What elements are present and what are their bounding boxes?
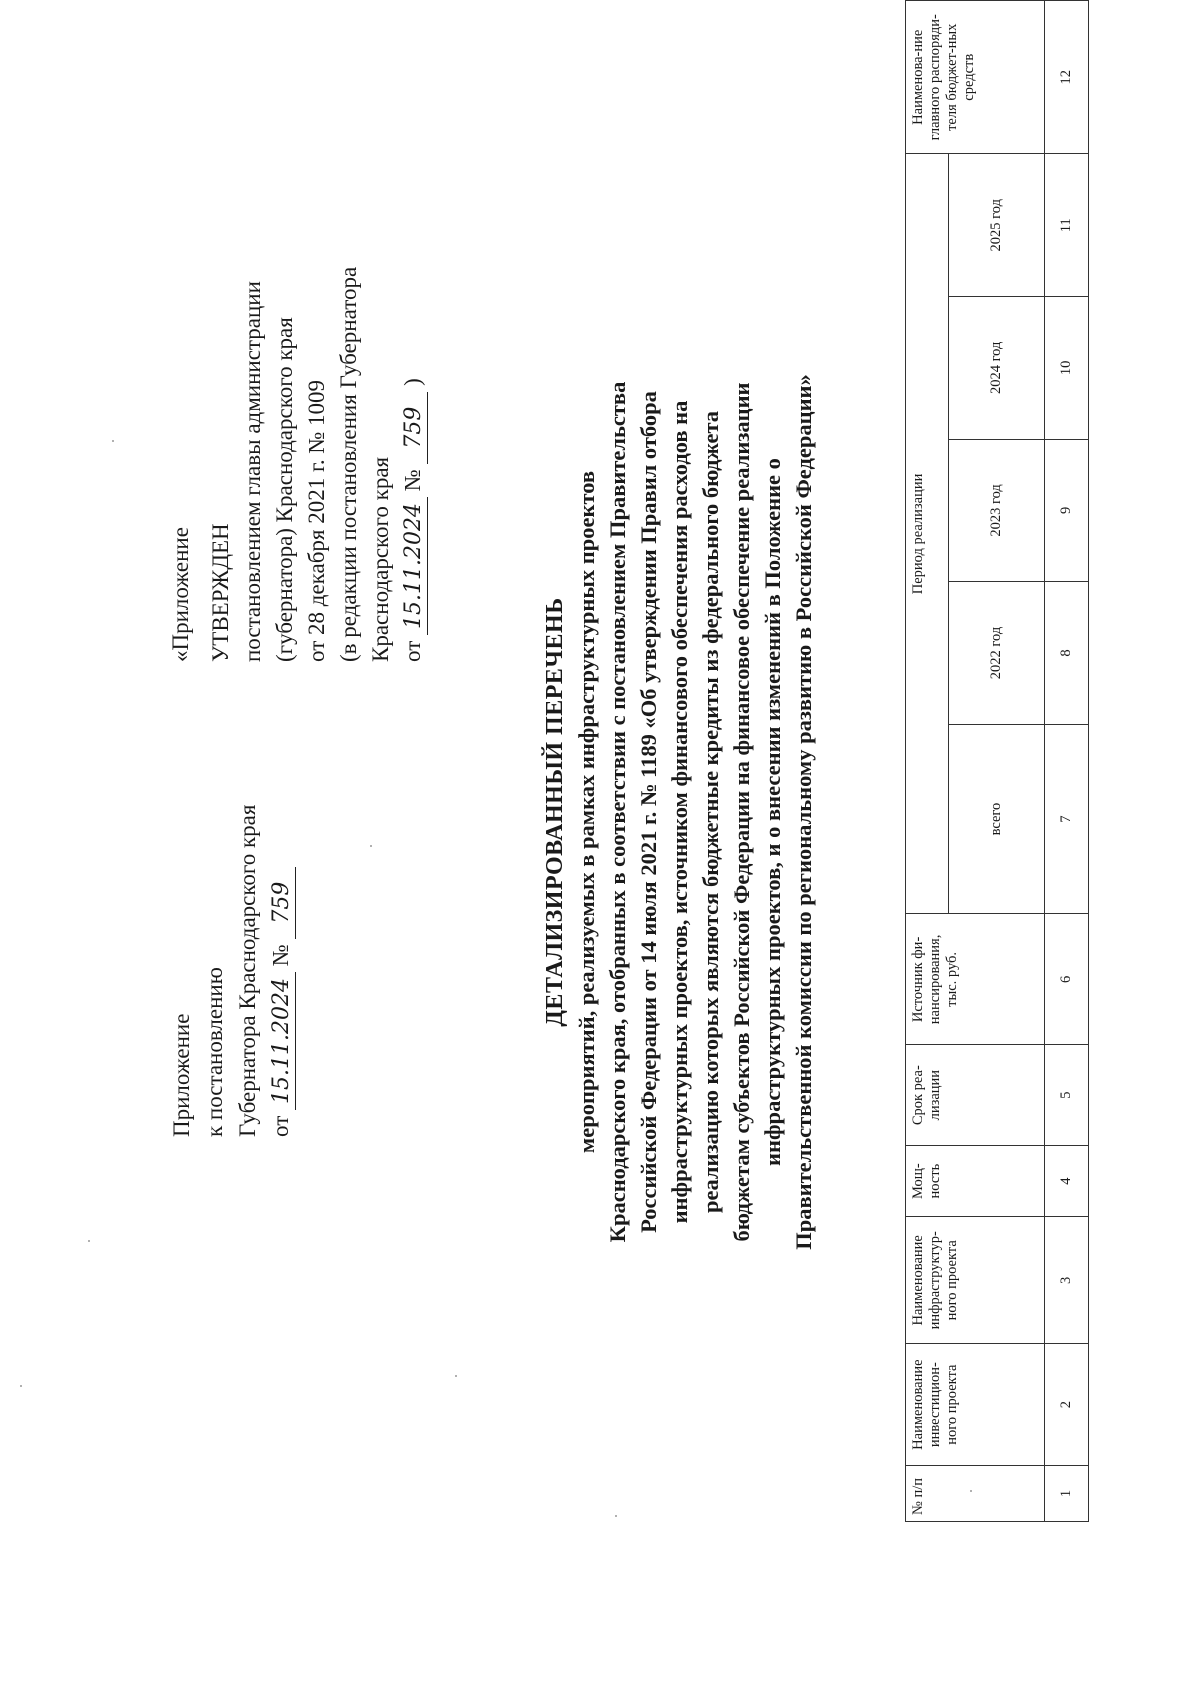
handwritten-number: 759 xyxy=(269,867,296,939)
right-header-line: Краснодарского края xyxy=(368,456,393,662)
title-line: Краснодарского края, отобранных в соответствии с постановлением Правительства xyxy=(605,381,630,1243)
approved-label: УТВЕРЖДЕН xyxy=(208,523,233,662)
header-cell-year: 2025 год xyxy=(948,154,1044,297)
column-number-cell: 9 xyxy=(1045,439,1089,582)
column-number-cell: 3 xyxy=(1045,1217,1089,1344)
header-cell-year: 2024 год xyxy=(948,297,1044,440)
closing-paren: ) xyxy=(400,378,425,386)
column-number-cell: 7 xyxy=(1045,724,1089,914)
header-cell-investment-project: Наименование инвестицион-ного проекта xyxy=(906,1344,1045,1466)
header-cell-funding-source: Источник фи-нансирования, тыс. руб. xyxy=(906,914,1045,1045)
document-title xyxy=(540,32,819,1592)
column-number-cell: 2 xyxy=(1045,1344,1089,1466)
column-number-cell: 10 xyxy=(1045,297,1089,440)
title-line: реализацию которых являются бюджетные кредиты из федерального бюджета xyxy=(698,410,723,1214)
right-header-date-line xyxy=(397,102,429,662)
right-header-line: (в редакции постановления Губернатора xyxy=(336,266,361,662)
right-header-line: (губернатора) Краснодарского края xyxy=(272,317,297,662)
number-prefix: № xyxy=(400,469,425,492)
column-number-cell: 8 xyxy=(1045,582,1089,725)
handwritten-date: 15.11.2024 xyxy=(401,497,428,635)
handwritten-number: 759 xyxy=(401,392,428,464)
date-prefix: от xyxy=(268,1115,293,1137)
title-line: бюджетам субъектов Российской Федерации на финансовое обеспечение реализации xyxy=(729,382,754,1242)
header-cell-year: 2022 год xyxy=(948,582,1044,725)
header-cell-total: всего xyxy=(948,724,1044,914)
header-cell-term: Срок реа-лизации xyxy=(906,1045,1045,1145)
right-header-block xyxy=(165,102,429,662)
column-number-cell: 6 xyxy=(1045,914,1089,1045)
number-prefix: № xyxy=(268,944,293,967)
header-cell-capacity: Мощ-ность xyxy=(906,1145,1045,1216)
column-number-cell: 1 xyxy=(1045,1466,1089,1522)
date-prefix: от xyxy=(400,640,425,662)
title-main: ДЕТАЛИЗИРОВАННЫЙ ПЕРЕЧЕНЬ xyxy=(542,597,568,1027)
left-header-line: Приложение xyxy=(169,1013,194,1137)
header-cell-budget-manager: Наименова-ние главного распоряди-теля бюджет-ных средств xyxy=(906,1,1045,154)
header-cell-period: Период реализации xyxy=(906,154,949,914)
projects-table xyxy=(905,0,1089,1522)
header-cell-year: 2023 год xyxy=(948,439,1044,582)
title-line: Правительственной комиссии по региональному развитию в Российской Федерации» xyxy=(791,374,816,1250)
title-line: мероприятий, реализуемых в рамках инфраструктурных проектов xyxy=(574,470,599,1154)
title-line: инфраструктурных проектов, источником финансового обеспечения расходов на xyxy=(667,400,692,1224)
left-header-line: к постановлению xyxy=(202,967,227,1137)
right-header-line: постановлением главы администрации xyxy=(240,281,265,662)
table-header-row xyxy=(906,1,949,1522)
column-number-cell: 12 xyxy=(1045,1,1089,154)
right-header-line: «Приложение xyxy=(168,527,193,662)
title-line: инфраструктурных проектов, и о внесении изменений в Положение о xyxy=(760,458,785,1166)
column-number-cell: 4 xyxy=(1045,1145,1089,1216)
title-line: Российской Федерации от 14 июля 2021 г. № 1189 «Об утверждении Правил отбора xyxy=(636,391,661,1233)
table-row xyxy=(1045,1,1089,1522)
handwritten-date: 15.11.2024 xyxy=(269,972,296,1110)
right-header-line: от 28 декабря 2021 г. № 1009 xyxy=(304,379,329,662)
left-header-line: Губернатора Краснодарского края xyxy=(235,804,260,1137)
column-number-cell: 11 xyxy=(1045,154,1089,297)
header-cell-infrastructure-project: Наименование инфраструктур-ного проекта xyxy=(906,1217,1045,1344)
column-number-cell: 5 xyxy=(1045,1045,1089,1145)
spacer xyxy=(197,102,205,662)
header-cell-number: № п/п xyxy=(906,1466,1045,1522)
